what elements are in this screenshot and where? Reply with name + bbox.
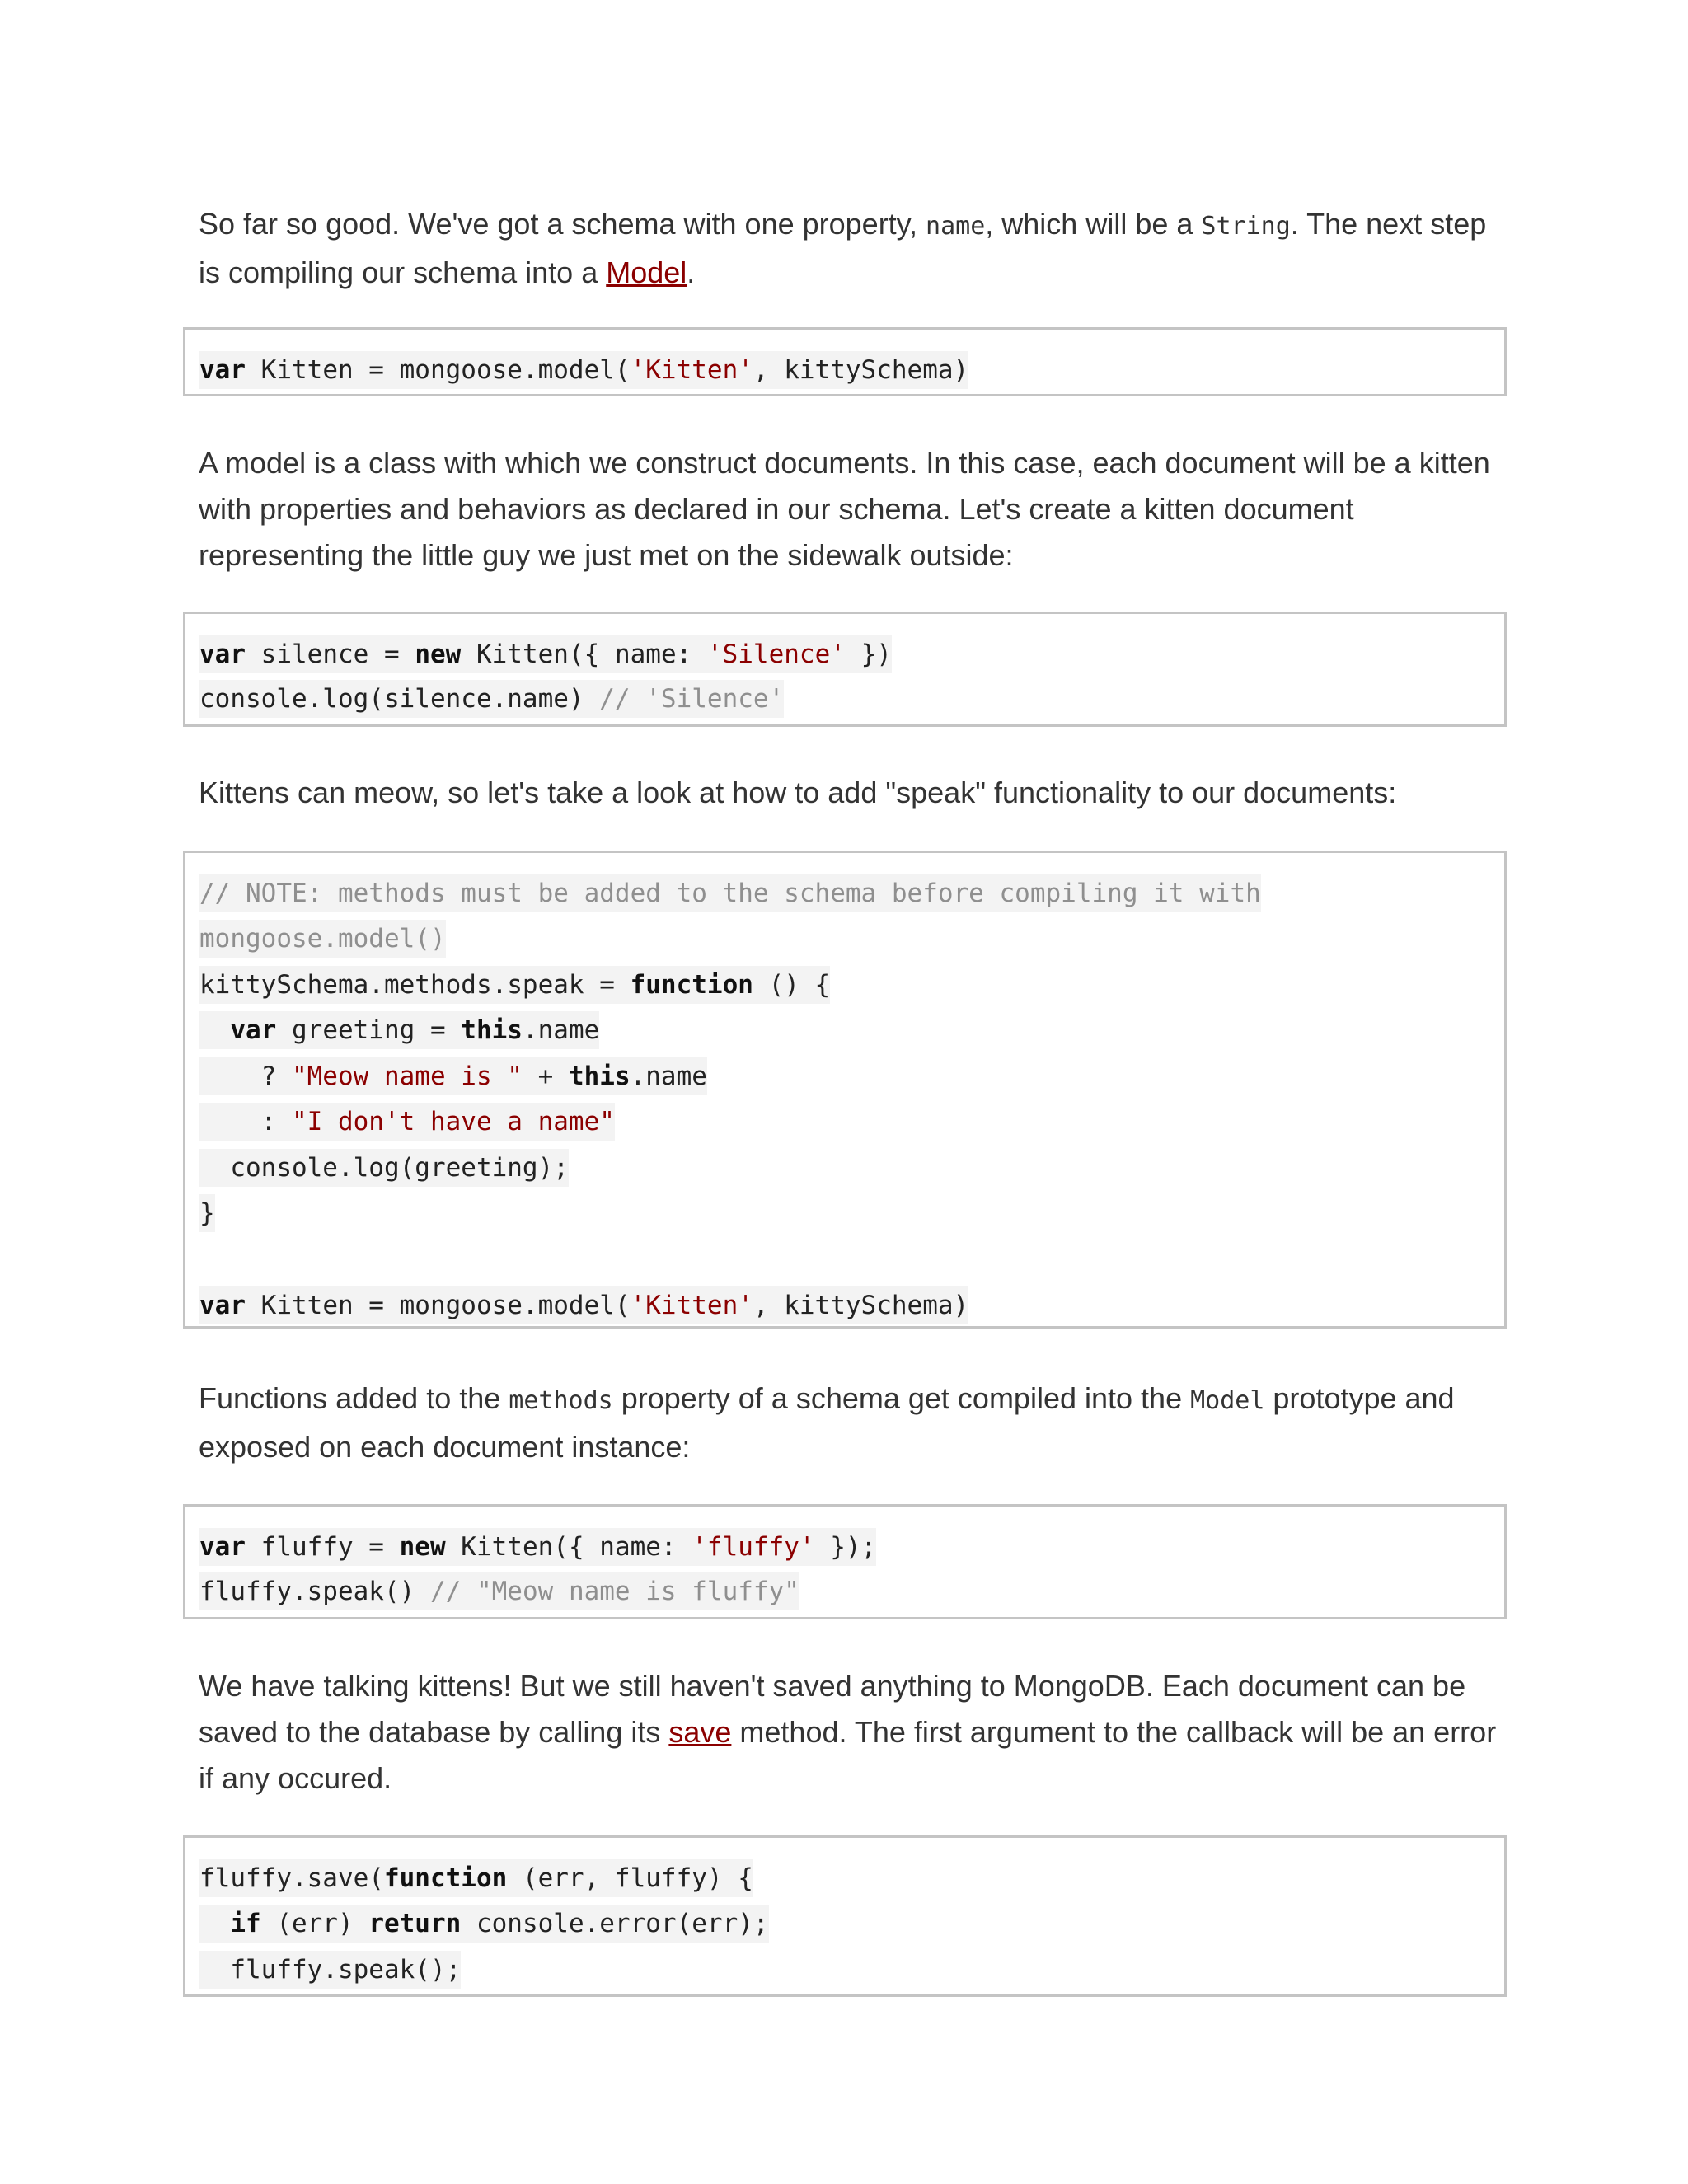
paragraph-kittens-meow: Kittens can meow, so let's take a look at how to add "speak" functionality to our documents: xyxy=(199,776,1397,809)
code-block-speak-method xyxy=(183,851,1507,1329)
code-line: var fluffy = new Kitten({ name: 'fluffy' }); xyxy=(199,1528,876,1566)
paragraph-methods-compiled: Functions added to the methods property of a schema get compiled into the Model prototype and exposed on each document instance: xyxy=(199,1381,1455,1464)
code-comment-line: mongoose.model() xyxy=(199,920,446,958)
inline-code-methods: methods xyxy=(509,1386,613,1415)
code-line: : "I don't have a name" xyxy=(199,1103,615,1141)
code-line: fluffy.speak(); xyxy=(199,1951,461,1989)
save-link[interactable]: save xyxy=(668,1715,732,1749)
code-block-fluffy xyxy=(183,1504,1507,1619)
model-link[interactable]: Model xyxy=(606,255,687,289)
code-block-save xyxy=(183,1835,1507,1997)
code-line: var Kitten = mongoose.model('Kitten', kittySchema) xyxy=(199,351,968,389)
inline-code-model: Model xyxy=(1190,1386,1265,1415)
inline-code-name: name xyxy=(926,212,986,241)
code-comment-line: // NOTE: methods must be added to the schema before compiling it with xyxy=(199,874,1261,912)
code-line: var silence = new Kitten({ name: 'Silence' }) xyxy=(199,635,892,673)
code-line: } xyxy=(199,1194,215,1232)
code-line: var Kitten = mongoose.model('Kitten', kittySchema) xyxy=(199,1286,968,1324)
paragraph-saving: We have talking kittens! But we still haven't saved anything to MongoDB. Each document can be saved to the database by calling its save method. The first argument to the callback will be an error if any occured. xyxy=(199,1669,1497,1795)
code-line: if (err) return console.error(err); xyxy=(199,1905,769,1943)
code-line: console.log(silence.name) // 'Silence' xyxy=(199,680,784,718)
code-line: console.log(greeting); xyxy=(199,1149,569,1187)
code-block-silence xyxy=(183,612,1507,727)
code-line: kittySchema.methods.speak = function () { xyxy=(199,966,830,1004)
code-line: var greeting = this.name xyxy=(199,1011,599,1049)
paragraph-model-class: A model is a class with which we construct documents. In this case, each document will be a kitten with properties and behaviors as declared in our schema. Let's create a kitten document representing the little guy we just met on the sidewalk outside: xyxy=(199,446,1490,572)
code-line: fluffy.save(function (err, fluffy) { xyxy=(199,1859,753,1897)
inline-code-string: String xyxy=(1201,212,1291,241)
code-block-model xyxy=(183,327,1507,396)
code-line: fluffy.speak() // "Meow name is fluffy" xyxy=(199,1572,799,1610)
paragraph-schema-intro: So far so good. We've got a schema with one property, name, which will be a String. The next step is compiling our schema into a Model. xyxy=(199,207,1487,289)
code-line: ? "Meow name is " + this.name xyxy=(199,1057,707,1095)
